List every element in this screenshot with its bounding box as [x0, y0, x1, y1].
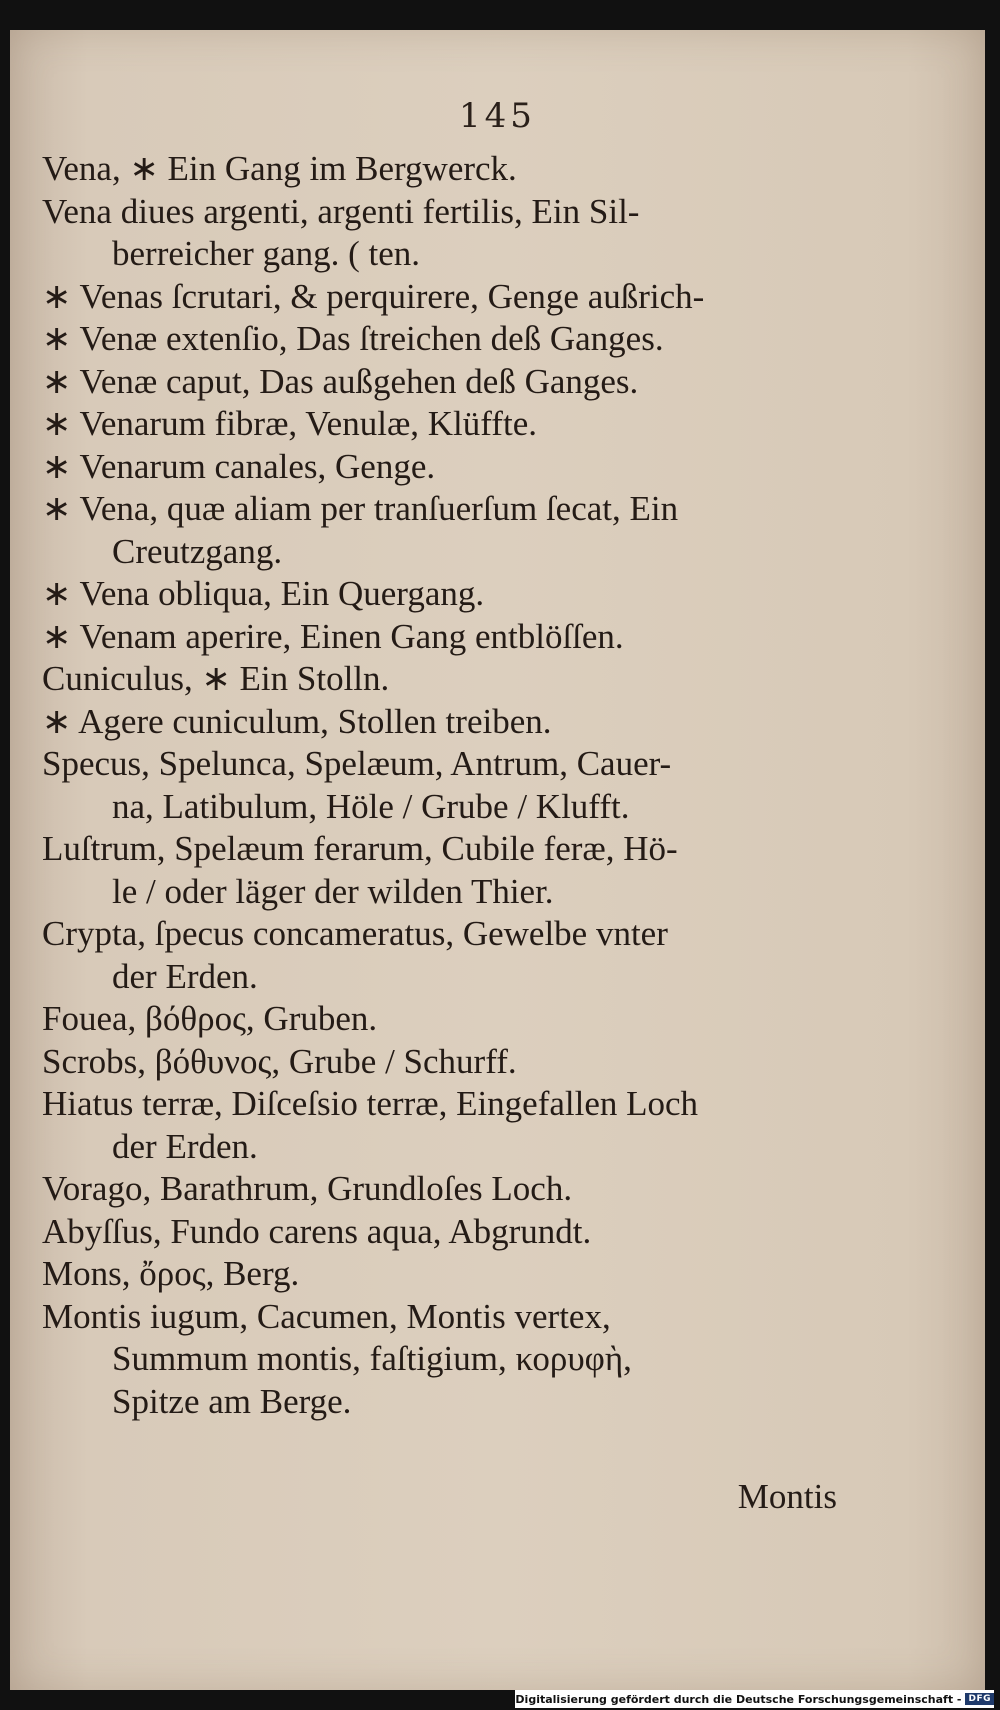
digitization-credit	[515, 1690, 994, 1708]
entry-line: Crypta, ſpecus concameratus, Gewelbe vnter	[42, 914, 668, 953]
entry-line: Mons, ὄρος, Berg.	[42, 1254, 300, 1293]
entry-line: ∗ Vena, quæ aliam per tranſuerſum ſecat, Ein	[42, 489, 679, 528]
entry-line: Scrobs, βόθυνος, Grube / Schurff.	[42, 1041, 517, 1081]
dictionary-entries	[42, 148, 862, 1423]
entry-line: ∗ Venæ extenſio, Das ſtreichen deß Ganges.	[42, 319, 664, 358]
entry-line: na, Latibulum, Höle / Grube / Klufft.	[112, 786, 630, 826]
book-page	[10, 30, 985, 1690]
entry-line: ∗ Vena obliqua, Ein Quergang.	[42, 574, 485, 613]
entry-line: der Erden.	[112, 1126, 258, 1166]
entry-line: Spitze am Berge.	[112, 1381, 352, 1421]
entry-line: le / oder läger der wilden Thier.	[112, 871, 554, 911]
entry-line: der Erden.	[112, 956, 258, 996]
entry-line: Vorago, Barathrum, Grundloſes Loch.	[42, 1169, 573, 1208]
entry-line: ∗ Venam aperire, Einen Gang entblöſſen.	[42, 616, 624, 656]
entry-line: ∗ Venarum canales, Genge.	[42, 446, 436, 486]
catchword: Montis	[737, 1477, 837, 1516]
entry-line: Creutzgang.	[112, 531, 283, 571]
entry-line: Summum montis, faſtigium, κορυφὴ,	[112, 1339, 632, 1378]
entry-line: Vena, ∗ Ein Gang im Bergwerck.	[42, 149, 517, 188]
entry-line: ∗ Venas ſcrutari, & perquirere, Genge außrich-	[42, 276, 705, 316]
entry-line: Cuniculus, ∗ Ein Stolln.	[42, 659, 390, 698]
dfg-logo-icon: DFG	[965, 1693, 994, 1705]
entry-line: Luſtrum, Spelæum ferarum, Cubile feræ, Hö-	[42, 829, 678, 868]
entry-line: berreicher gang. ( ten.	[112, 234, 421, 273]
credit-text: Digitalisierung gefördert durch die Deutsche Forschungsgemeinschaft -	[515, 1692, 962, 1706]
entry-line: Fouea, βόθρος, Gruben.	[42, 999, 378, 1038]
entry-line: Abyſſus, Fundo carens aqua, Abgrundt.	[42, 1211, 592, 1251]
entry-line: ∗ Venæ caput, Das außgehen deß Ganges.	[42, 361, 639, 401]
entry-line: Hiatus terræ, Diſceſsio terræ, Eingefallen Loch	[42, 1084, 699, 1123]
entry-line: Specus, Spelunca, Spelæum, Antrum, Cauer-	[42, 744, 672, 783]
entry-line: ∗ Agere cuniculum, Stollen treiben.	[42, 701, 552, 741]
entry-line: Vena diues argenti, argenti fertilis, Ein Sil-	[42, 191, 640, 231]
entry-line: ∗ Venarum fibræ, Venulæ, Klüffte.	[42, 404, 537, 443]
page-number: 145	[459, 96, 536, 136]
entry-line: Montis iugum, Cacumen, Montis vertex,	[42, 1296, 611, 1336]
